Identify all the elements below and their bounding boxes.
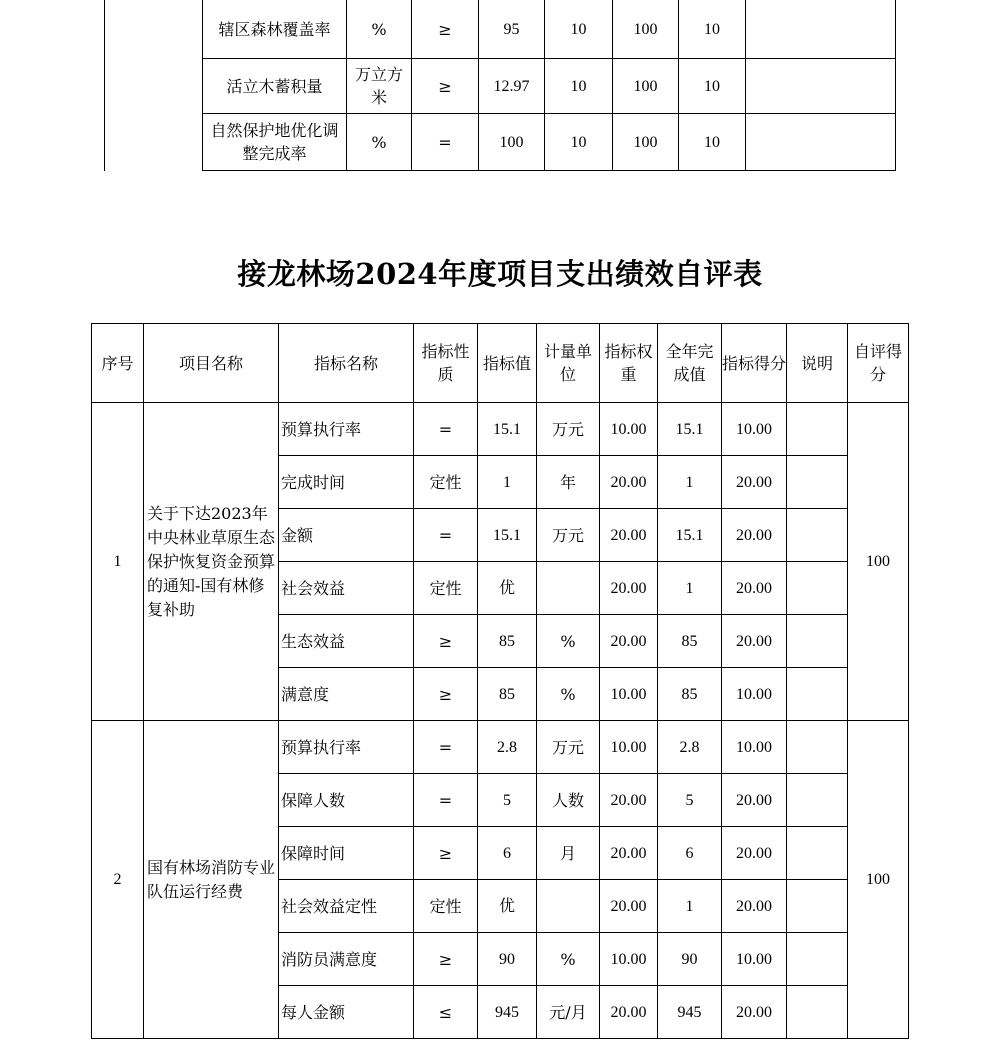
note [787,721,848,774]
header-score: 指标得分 [722,324,787,403]
header-indicator-name: 指标名称 [279,324,414,403]
target-value: 95 [479,0,545,59]
score: 10 [679,0,746,59]
note [746,59,896,114]
indicator-score: 10.00 [722,403,787,456]
header-self-score: 自评得分 [848,324,909,403]
note [787,456,848,509]
weight: 20.00 [600,509,658,562]
indicator-name: 满意度 [279,668,414,721]
indicator-nature: = [414,403,478,456]
indicator-nature: 定性 [414,880,478,933]
unit: % [347,0,412,59]
indicator-value: 15.1 [478,509,537,562]
note [746,114,896,171]
indicator-value: 85 [478,615,537,668]
unit: 年 [537,456,600,509]
indicator-name: 社会效益 [279,562,414,615]
indicator-name: 保障人数 [279,774,414,827]
indicator-nature: ≥ [414,668,478,721]
weight: 20.00 [600,880,658,933]
note [787,562,848,615]
indicator-score: 20.00 [722,827,787,880]
actual-value: 15.1 [658,403,722,456]
unit: % [537,615,600,668]
indicator-name: 完成时间 [279,456,414,509]
unit: 万立方米 [347,59,412,114]
table-row [105,0,896,59]
indicator-score: 10.00 [722,721,787,774]
actual-value: 2.8 [658,721,722,774]
indicator-nature: ≥ [414,933,478,986]
indicator-nature: 定性 [414,562,478,615]
indicator-name: 每人金额 [279,986,414,1039]
indicator-name: 金额 [279,509,414,562]
self-score: 100 [848,721,909,1039]
weight: 20.00 [600,986,658,1039]
score: 10 [679,59,746,114]
unit: 月 [537,827,600,880]
actual-value: 90 [658,933,722,986]
header-indicator-value: 指标值 [478,324,537,403]
indicator-name: 自然保护地优化调整完成率 [203,114,347,171]
indicator-value: 90 [478,933,537,986]
actual-value: 1 [658,880,722,933]
unit: 万元 [537,509,600,562]
actual-value: 6 [658,827,722,880]
indicator-name: 保障时间 [279,827,414,880]
project-name: 国有林场消防专业队伍运行经费 [144,721,279,1039]
indicator-score: 10.00 [722,933,787,986]
merged-blank-cell [105,0,203,171]
indicator-value: 6 [478,827,537,880]
operator: ≥ [412,0,479,59]
performance-self-evaluation-table [91,323,909,1039]
previous-indicator-table [104,0,896,171]
project-seq: 2 [92,721,144,1039]
weight: 20.00 [600,615,658,668]
unit: 元/月 [537,986,600,1039]
header-row [92,324,909,403]
indicator-name: 消防员满意度 [279,933,414,986]
weight: 10 [545,0,613,59]
indicator-value: 优 [478,562,537,615]
indicator-name: 辖区森林覆盖率 [203,0,347,59]
weight: 10 [545,114,613,171]
weight: 20.00 [600,774,658,827]
header-project-name: 项目名称 [144,324,279,403]
note [787,827,848,880]
unit: % [347,114,412,171]
target-value: 12.97 [479,59,545,114]
indicator-value: 15.1 [478,403,537,456]
actual-value: 15.1 [658,509,722,562]
unit: 万元 [537,721,600,774]
project-name: 关于下达2023年中央林业草原生态保护恢复资金预算的通知-国有林修复补助 [144,403,279,721]
operator: ≥ [412,59,479,114]
header-seq: 序号 [92,324,144,403]
unit: % [537,933,600,986]
actual-value: 100 [613,114,679,171]
note [746,0,896,59]
target-value: 100 [479,114,545,171]
indicator-nature: = [414,721,478,774]
indicator-value: 85 [478,668,537,721]
indicator-score: 20.00 [722,562,787,615]
weight: 20.00 [600,456,658,509]
header-weight: 指标权重 [600,324,658,403]
table-row [92,403,909,456]
actual-value: 100 [613,59,679,114]
weight: 10.00 [600,668,658,721]
weight: 10.00 [600,721,658,774]
unit [537,880,600,933]
header-unit: 计量单位 [537,324,600,403]
indicator-value: 优 [478,880,537,933]
operator: = [412,114,479,171]
table-row [92,721,909,774]
note [787,774,848,827]
table-row [105,59,896,114]
actual-value: 85 [658,615,722,668]
indicator-value: 1 [478,456,537,509]
indicator-name: 预算执行率 [279,721,414,774]
indicator-score: 20.00 [722,986,787,1039]
indicator-nature: = [414,774,478,827]
table-row [105,114,896,171]
indicator-name: 活立木蓄积量 [203,59,347,114]
note [787,880,848,933]
unit: 万元 [537,403,600,456]
indicator-value: 2.8 [478,721,537,774]
unit: 人数 [537,774,600,827]
note [787,933,848,986]
note [787,668,848,721]
weight: 10 [545,59,613,114]
indicator-score: 20.00 [722,509,787,562]
header-indicator-nature: 指标性质 [414,324,478,403]
actual-value: 945 [658,986,722,1039]
note [787,986,848,1039]
indicator-score: 20.00 [722,774,787,827]
indicator-score: 20.00 [722,456,787,509]
score: 10 [679,114,746,171]
header-actual: 全年完成值 [658,324,722,403]
indicator-name: 生态效益 [279,615,414,668]
actual-value: 85 [658,668,722,721]
indicator-nature: ≥ [414,615,478,668]
actual-value: 1 [658,562,722,615]
header-note: 说明 [787,324,848,403]
weight: 20.00 [600,827,658,880]
indicator-value: 945 [478,986,537,1039]
weight: 10.00 [600,933,658,986]
actual-value: 100 [613,0,679,59]
indicator-value: 5 [478,774,537,827]
indicator-score: 20.00 [722,615,787,668]
actual-value: 1 [658,456,722,509]
project-seq: 1 [92,403,144,721]
self-score: 100 [848,403,909,721]
actual-value: 5 [658,774,722,827]
indicator-score: 10.00 [722,668,787,721]
indicator-nature: ≥ [414,827,478,880]
note [787,509,848,562]
indicator-name: 预算执行率 [279,403,414,456]
indicator-score: 20.00 [722,880,787,933]
indicator-nature: 定性 [414,456,478,509]
note [787,403,848,456]
unit [537,562,600,615]
unit: % [537,668,600,721]
indicator-name: 社会效益定性 [279,880,414,933]
indicator-nature: = [414,509,478,562]
weight: 10.00 [600,403,658,456]
note [787,615,848,668]
weight: 20.00 [600,562,658,615]
indicator-nature: ≤ [414,986,478,1039]
page-title: 接龙林场2024年度项目支出绩效自评表 [237,257,763,291]
